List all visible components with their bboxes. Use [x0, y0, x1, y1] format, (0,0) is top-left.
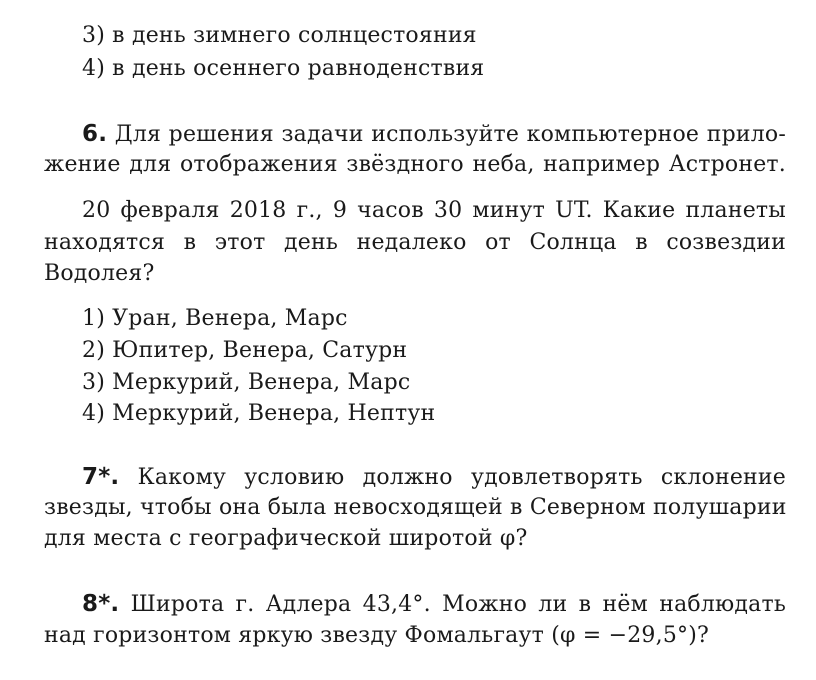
q6-para-line-3: Водолея?: [44, 261, 155, 286]
q8-number: 8*.: [82, 591, 120, 617]
q8-line-2: над горизонтом яркую звезду Фомальгаут (φ = −29,5°)?: [44, 623, 709, 648]
q6-line-2: жение для отображения звёздного неба, например Астронет.: [44, 152, 786, 177]
q6-option-2: 2) Юпитер, Венера, Сатурн: [82, 338, 408, 363]
q6-option-3: 3) Меркурий, Венера, Марс: [82, 370, 411, 395]
q8-text-1: Широта г. Адлера 43,4°. Можно ли в нём наблюдать: [130, 592, 786, 617]
q8-line-1: [82, 590, 786, 619]
q6-option-1: 1) Уран, Венера, Марс: [82, 306, 348, 331]
q6-para-line-2: находятся в этот день недалеко от Солнца в созвездии: [44, 230, 786, 255]
q7-number: 7*.: [82, 464, 120, 490]
q5-option-3: 3) в день зимнего солнцестояния: [82, 23, 477, 48]
q6-option-4: 4) Меркурий, Венера, Нептун: [82, 401, 436, 426]
q6-number: 6.: [82, 121, 108, 147]
q7-line-1: [82, 463, 786, 492]
q6-text-1: Для решения задачи используйте компьютерное прило-: [114, 122, 786, 147]
q6-line-1: [82, 120, 786, 149]
q7-line-3: для места с географической широтой φ?: [44, 526, 528, 551]
q6-para-line-1: 20 февраля 2018 г., 9 часов 30 минут UT. Какие планеты: [82, 198, 786, 223]
q7-text-1: Какому условию должно удовлетворять склонение: [137, 465, 786, 490]
q5-option-4: 4) в день осеннего равноденствия: [82, 56, 485, 81]
q7-line-2: звезды, чтобы она была невосходящей в Северном полушарии: [44, 495, 787, 520]
